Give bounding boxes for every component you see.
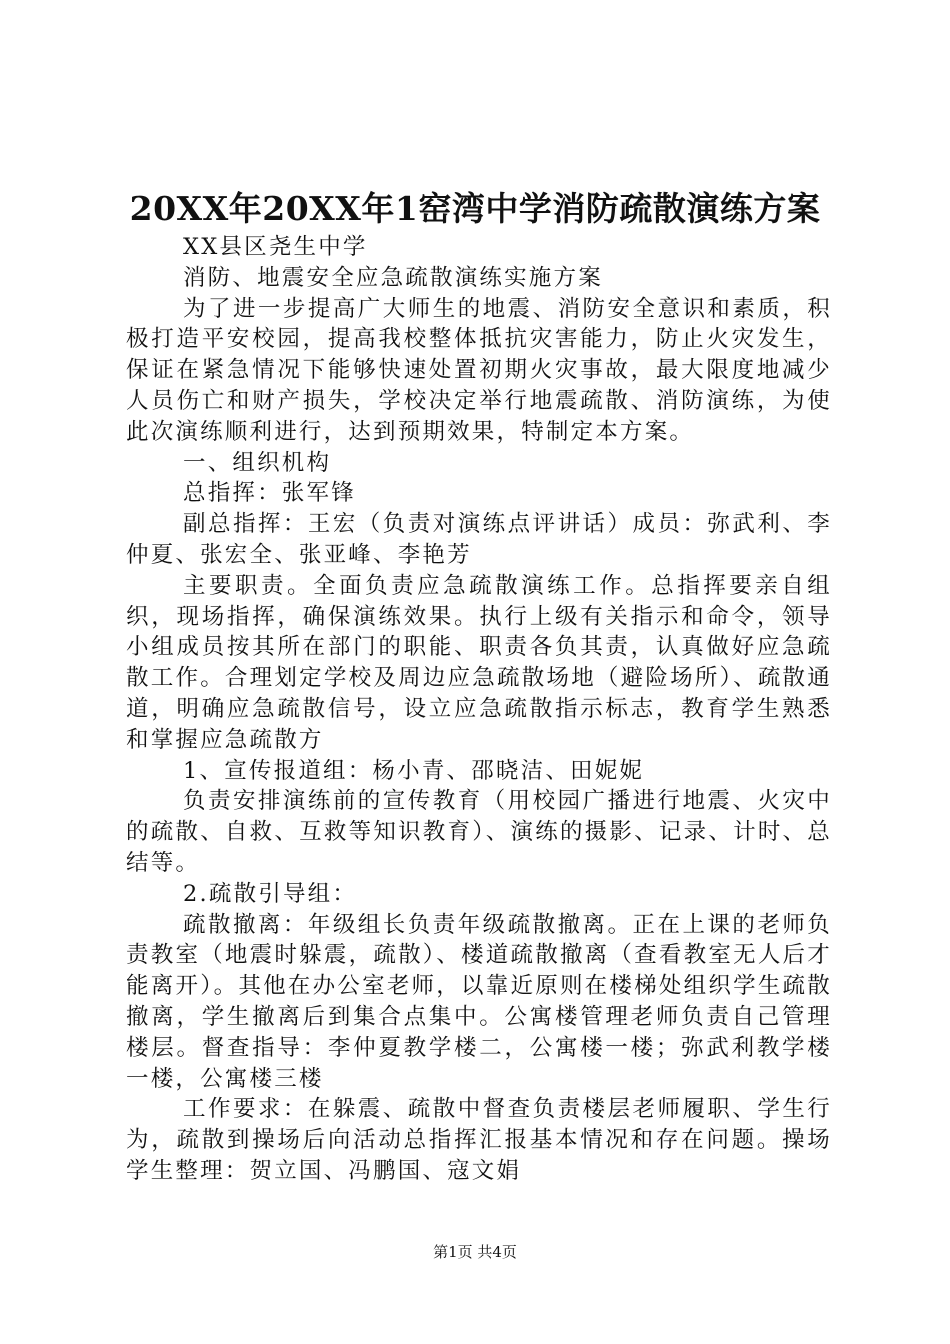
paragraph-duties: 主要职责。全面负责应急疏散演练工作。总指挥要亲自组织，现场指挥，确保演练效果。执行上级有关指示和命令，领导小组成员按其所在部门的职能、职责各负其责，认真做好应急疏散工作。合理划定学校及周边应急疏散场地（避险场所）、疏散通道，明确应急疏散信号，设立应急疏散指示标志，教育学生熟悉和掌握应急疏散方 <box>126 572 832 753</box>
paragraph-evacuation-group: 2.疏散引导组： <box>183 880 358 907</box>
page-footer <box>0 1241 950 1263</box>
paragraph-evacuation-details: 疏散撤离：年级组长负责年级疏散撤离。正在上课的老师负责教室（地震时躲震，疏散）、楼道疏散撤离（查看教室无人后才能离开）。其他在办公室老师，以靠近原则在楼梯处组织学生疏散撤离，学生撤离后到集合点集中。公寓楼管理老师负责自己管理楼层。督查指导：李仲夏教学楼二，公寓楼一楼；弥武利教学楼一楼，公寓楼三楼 <box>126 911 832 1092</box>
paragraph-plan-title: 消防、地震安全应急疏散演练实施方案 <box>183 264 603 291</box>
page-total: 共4页 <box>477 1243 517 1261</box>
paragraph-deputy-commander: 副总指挥：王宏（负责对演练点评讲话）成员：弥武利、李仲夏、张宏全、张亚峰、李艳芳 <box>126 511 832 568</box>
paragraph-publicity-group: 1、宣传报道组：杨小青、邵晓洁、田妮妮 <box>183 757 645 784</box>
paragraph-section-organization: 一、组织机构 <box>183 449 332 476</box>
paragraph-commander: 总指挥：张军锋 <box>183 480 356 507</box>
document-body <box>126 232 832 1187</box>
paragraph-purpose: 为了进一步提高广大师生的地震、消防安全意识和素质，积极打造平安校园，提高我校整体抵抗灾害能力，防止火灾发生，保证在紧急情况下能够快速处置初期火灾事故，最大限度地减少人员伤亡和财产损失，学校决定举行地震疏散、消防演练，为使此次演练顺利进行，达到预期效果，特制定本方案。 <box>126 295 832 445</box>
paragraph-publicity-duties: 负责安排演练前的宣传教育（用校园广播进行地震、火灾中的疏散、自救、互救等知识教育）、演练的摄影、记录、计时、总结等。 <box>126 788 832 876</box>
page-number: 第1页 <box>433 1243 473 1261</box>
paragraph-work-requirements: 工作要求：在躲震、疏散中督查负责楼层老师履职、学生行为，疏散到操场后向活动总指挥汇报基本情况和存在问题。操场学生整理：贺立国、冯鹏国、寇文娟 <box>126 1096 832 1184</box>
paragraph-school-name: XX县区尧生中学 <box>183 234 368 260</box>
document-title: 20XX年20XX年1窑湾中学消防疏散演练方案 <box>129 189 821 228</box>
